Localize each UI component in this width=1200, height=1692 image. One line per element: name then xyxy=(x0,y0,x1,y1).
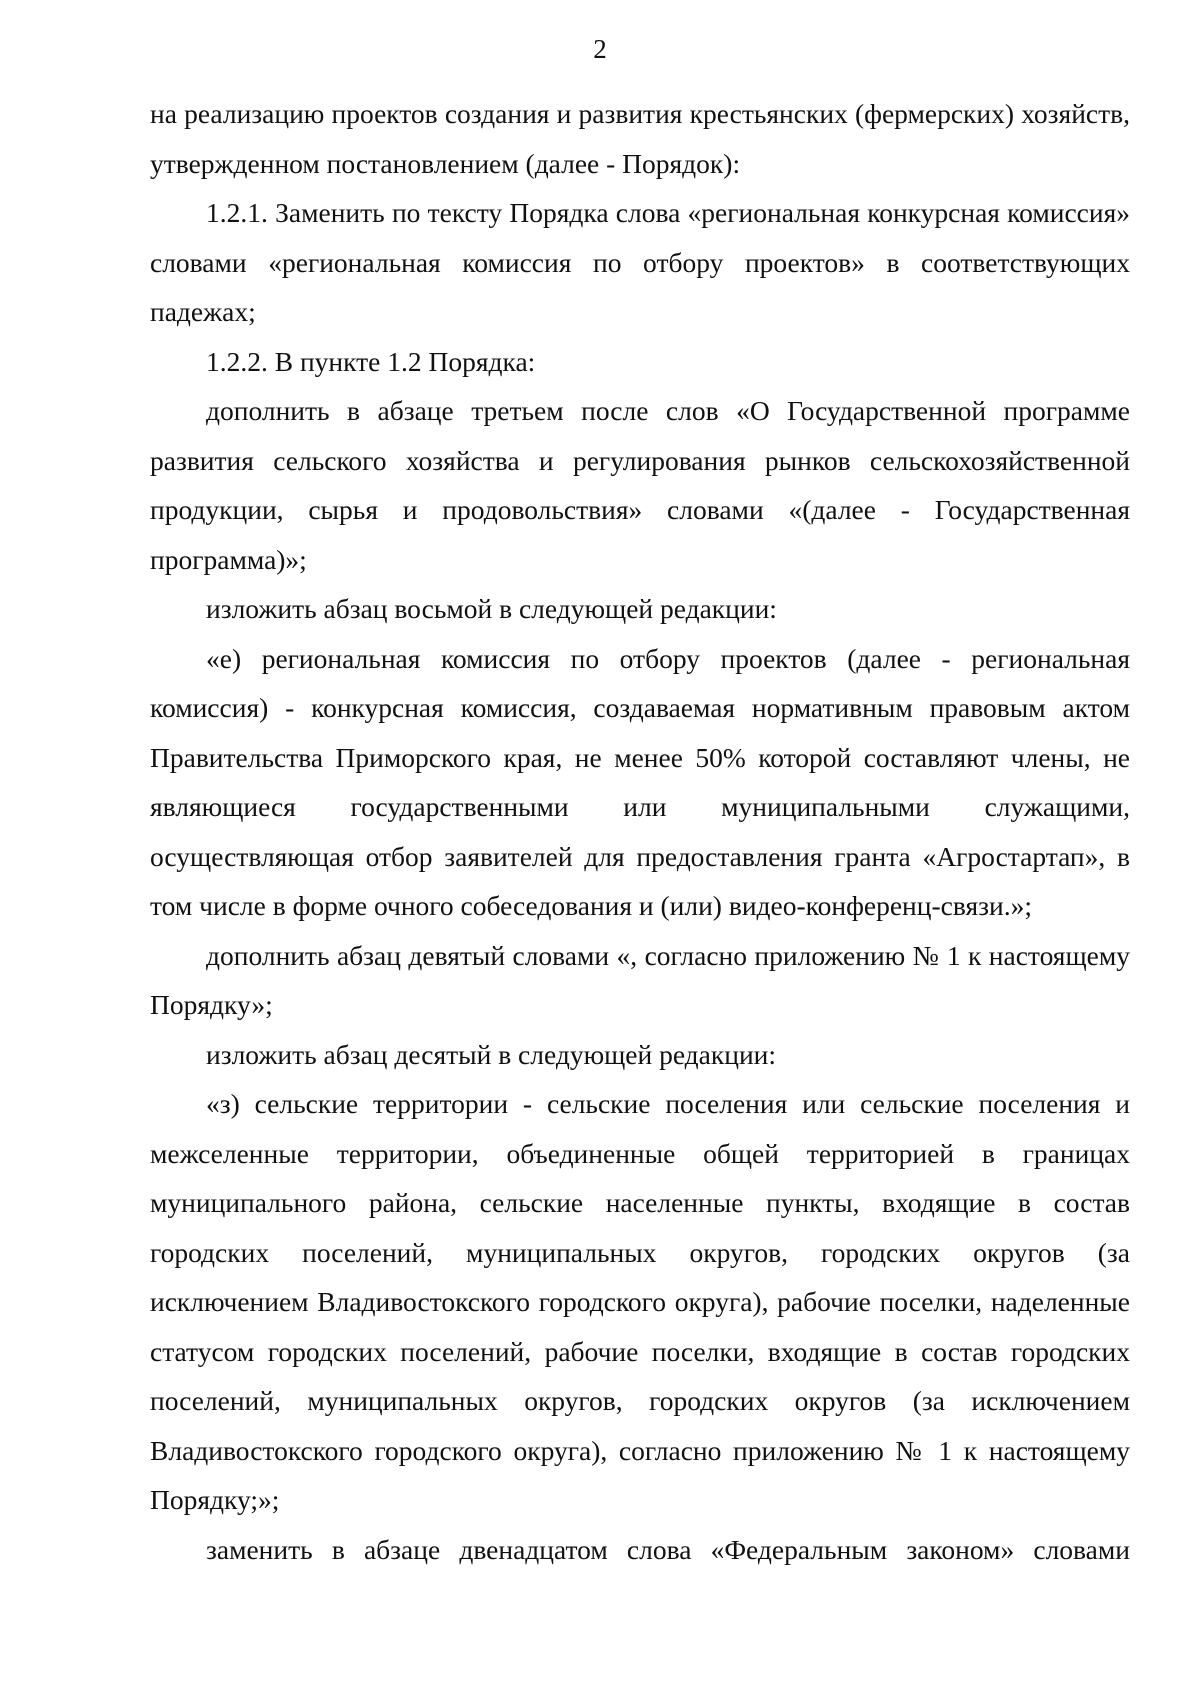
paragraph-1-2-2: 1.2.2. В пункте 1.2 Порядка: xyxy=(206,345,536,377)
paragraph-1-2-1: 1.2.1. Заменить по тексту Порядка слова «региональная конкурсная комиссия» словами «региональная комиссия по отбору проектов» в соответствующих падежах; xyxy=(150,197,1130,327)
paragraph-restate-paragraph-ten: изложить абзац десятый в следующей редакции: xyxy=(206,1038,777,1070)
document-body xyxy=(150,89,1130,1574)
page-number: 2 xyxy=(593,34,607,64)
paragraph-replace-paragraph-twelve: заменить в абзаце двенадцатом слова «Федеральным законом» словами xyxy=(206,1533,1130,1565)
paragraph-continuation: на реализацию проектов создания и развития крестьянских (фермерских) хозяйств, утвержденном постановлением (далее - Порядок): xyxy=(150,98,1130,179)
paragraph-add-paragraph-nine: дополнить абзац девятый словами «, согласно приложению № 1 к настоящему Порядку»; xyxy=(150,939,1130,1020)
paragraph-item-e: «е) региональная комиссия по отбору проектов (далее - региональная комиссия) - конкурсная комиссия, создаваемая нормативным правовым актом Правительства Приморского края, не менее 50% которой составляют члены, не являющиеся государственными или муниципальными служащими, осуществляющая отбор заявителей для предоставления гранта «Агростартап», в том числе в форме очного собеседования и (или) видео-конференц-связи.»; xyxy=(150,642,1130,921)
paragraph-item-z: «з) сельские территории - сельские поселения или сельские поселения и межселенные территории, объединенные общей территорией в границах муниципального района, сельские населенные пункты, входящие в состав городских поселений, муниципальных округов, городских округов (за исключением Владивостокского городского округа), рабочие поселки, наделенные статусом городских поселений, рабочие поселки, входящие в состав городских поселений, муниципальных округов, городских округов (за исключением Владивостокского городского округа), согласно приложению № 1 к настоящему Порядку;»; xyxy=(150,1088,1130,1515)
paragraph-add-paragraph-three: дополнить в абзаце третьем после слов «О Государственной программе развития сельского хозяйства и регулирования рынков сельскохозяйственной продукции, сырья и продовольствия» словами «(далее - Государственная программа)»; xyxy=(150,395,1130,575)
paragraph-restate-paragraph-eight: изложить абзац восьмой в следующей редакции: xyxy=(206,593,777,624)
